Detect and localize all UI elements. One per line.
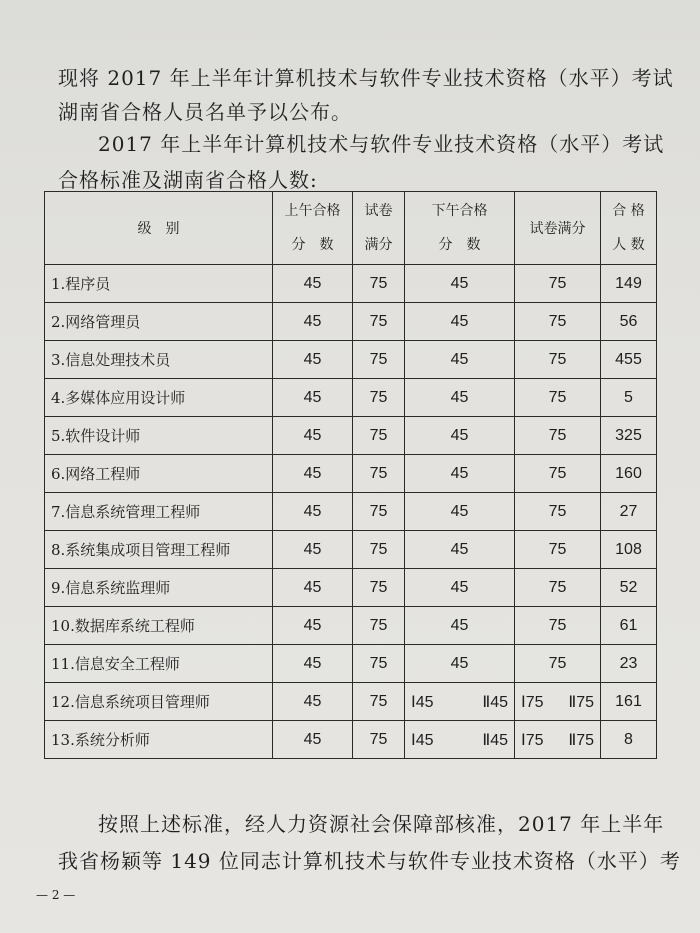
pm-full-part-1: Ⅰ75 [521,731,544,749]
row-pm-full: 75 [515,341,601,379]
row-pm-full: 75 [515,607,601,645]
row-am-pass: 45 [273,455,353,493]
row-pm-pass: 45 [405,303,515,341]
row-am-pass: 45 [273,645,353,683]
row-am-full: 75 [353,645,405,683]
table-row [45,721,657,759]
row-pm-pass: 45 [405,379,515,417]
row-pm-full: 75 [515,645,601,683]
table-row [45,341,657,379]
row-am-pass: 45 [273,341,353,379]
row-am-full: 75 [353,569,405,607]
row-count: 455 [601,341,657,379]
row-pm-full: 75 [515,569,601,607]
row-pm-full-split [515,683,601,721]
row-pm-pass: 45 [405,265,515,303]
table-row [45,265,657,303]
row-pm-full: 75 [515,455,601,493]
row-pm-pass: 45 [405,455,515,493]
row-pm-full: 75 [515,303,601,341]
row-name: 2.网络管理员 [45,303,273,341]
header-level: 级 别 [45,192,273,265]
pm-pass-part-1: Ⅰ45 [411,693,434,711]
row-am-full: 75 [353,341,405,379]
row-am-full: 75 [353,455,405,493]
row-count: 23 [601,645,657,683]
row-am-pass: 45 [273,721,353,759]
row-am-pass: 45 [273,417,353,455]
row-am-full: 75 [353,607,405,645]
row-am-full: 75 [353,379,405,417]
pass-standard-table [44,191,657,759]
row-count: 56 [601,303,657,341]
table-row [45,607,657,645]
pm-full-part-1: Ⅰ75 [521,693,544,711]
table-row [45,379,657,417]
table-caption-line-1: 2017 年上半年计算机技术与软件专业技术资格（水平）考试 [98,132,665,156]
row-count: 61 [601,607,657,645]
row-count: 161 [601,683,657,721]
row-count: 160 [601,455,657,493]
row-pm-full: 75 [515,493,601,531]
table-row [45,303,657,341]
row-pm-full: 75 [515,417,601,455]
row-name: 12.信息系统项目管理师 [45,683,273,721]
row-am-pass: 45 [273,265,353,303]
row-name: 5.软件设计师 [45,417,273,455]
row-count: 325 [601,417,657,455]
row-am-pass: 45 [273,379,353,417]
row-name: 3.信息处理技术员 [45,341,273,379]
pm-pass-part-2: Ⅱ45 [482,693,508,711]
closing-line-1: 按照上述标准，经人力资源社会保障部核准，2017 年上半年 [98,812,665,836]
table-caption-line-2: 合格标准及湖南省合格人数: [58,168,318,192]
intro-line-1: 现将 2017 年上半年计算机技术与软件专业技术资格（水平）考试 [58,66,674,90]
row-count: 8 [601,721,657,759]
row-pm-full: 75 [515,265,601,303]
table-row [45,683,657,721]
row-am-full: 75 [353,531,405,569]
intro-line-2: 湖南省合格人员名单予以公布。 [58,100,352,124]
row-pm-full: 75 [515,531,601,569]
row-am-pass: 45 [273,683,353,721]
row-name: 1.程序员 [45,265,273,303]
row-am-pass: 45 [273,569,353,607]
header-pm-pass: 下午合格 分 数 [405,192,515,265]
closing-line-2: 我省杨颖等 149 位同志计算机技术与软件专业技术资格（水平）考 [58,849,681,873]
header-count: 合 格 人 数 [601,192,657,265]
row-count: 5 [601,379,657,417]
row-name: 4.多媒体应用设计师 [45,379,273,417]
row-pm-pass-split [405,683,515,721]
page-number: — 2 — [36,888,76,902]
row-count: 108 [601,531,657,569]
pm-full-part-2: Ⅱ75 [568,731,594,749]
row-pm-pass: 45 [405,569,515,607]
table-row [45,417,657,455]
table-header-row [45,192,657,265]
row-pm-pass: 45 [405,607,515,645]
header-am-full: 试卷 满分 [353,192,405,265]
row-am-pass: 45 [273,531,353,569]
row-am-pass: 45 [273,303,353,341]
row-am-pass: 45 [273,607,353,645]
row-pm-full-split [515,721,601,759]
table-row [45,493,657,531]
row-am-full: 75 [353,683,405,721]
row-name: 9.信息系统监理师 [45,569,273,607]
pm-pass-part-2: Ⅱ45 [482,731,508,749]
table-row [45,645,657,683]
row-name: 6.网络工程师 [45,455,273,493]
row-am-full: 75 [353,303,405,341]
row-count: 52 [601,569,657,607]
row-name: 13.系统分析师 [45,721,273,759]
row-am-full: 75 [353,721,405,759]
row-count: 27 [601,493,657,531]
row-pm-pass-split [405,721,515,759]
table-row [45,569,657,607]
row-pm-pass: 45 [405,341,515,379]
row-count: 149 [601,265,657,303]
row-am-pass: 45 [273,493,353,531]
header-pm-full: 试卷满分 [515,192,601,265]
row-name: 11.信息安全工程师 [45,645,273,683]
header-am-pass: 上午合格 分 数 [273,192,353,265]
row-pm-pass: 45 [405,417,515,455]
row-pm-pass: 45 [405,493,515,531]
row-pm-full: 75 [515,379,601,417]
row-am-full: 75 [353,265,405,303]
row-name: 8.系统集成项目管理工程师 [45,531,273,569]
table-row [45,455,657,493]
row-name: 10.数据库系统工程师 [45,607,273,645]
row-pm-pass: 45 [405,645,515,683]
pm-full-part-2: Ⅱ75 [568,693,594,711]
pm-pass-part-1: Ⅰ45 [411,731,434,749]
row-am-full: 75 [353,417,405,455]
table-row [45,531,657,569]
row-name: 7.信息系统管理工程师 [45,493,273,531]
row-am-full: 75 [353,493,405,531]
row-pm-pass: 45 [405,531,515,569]
